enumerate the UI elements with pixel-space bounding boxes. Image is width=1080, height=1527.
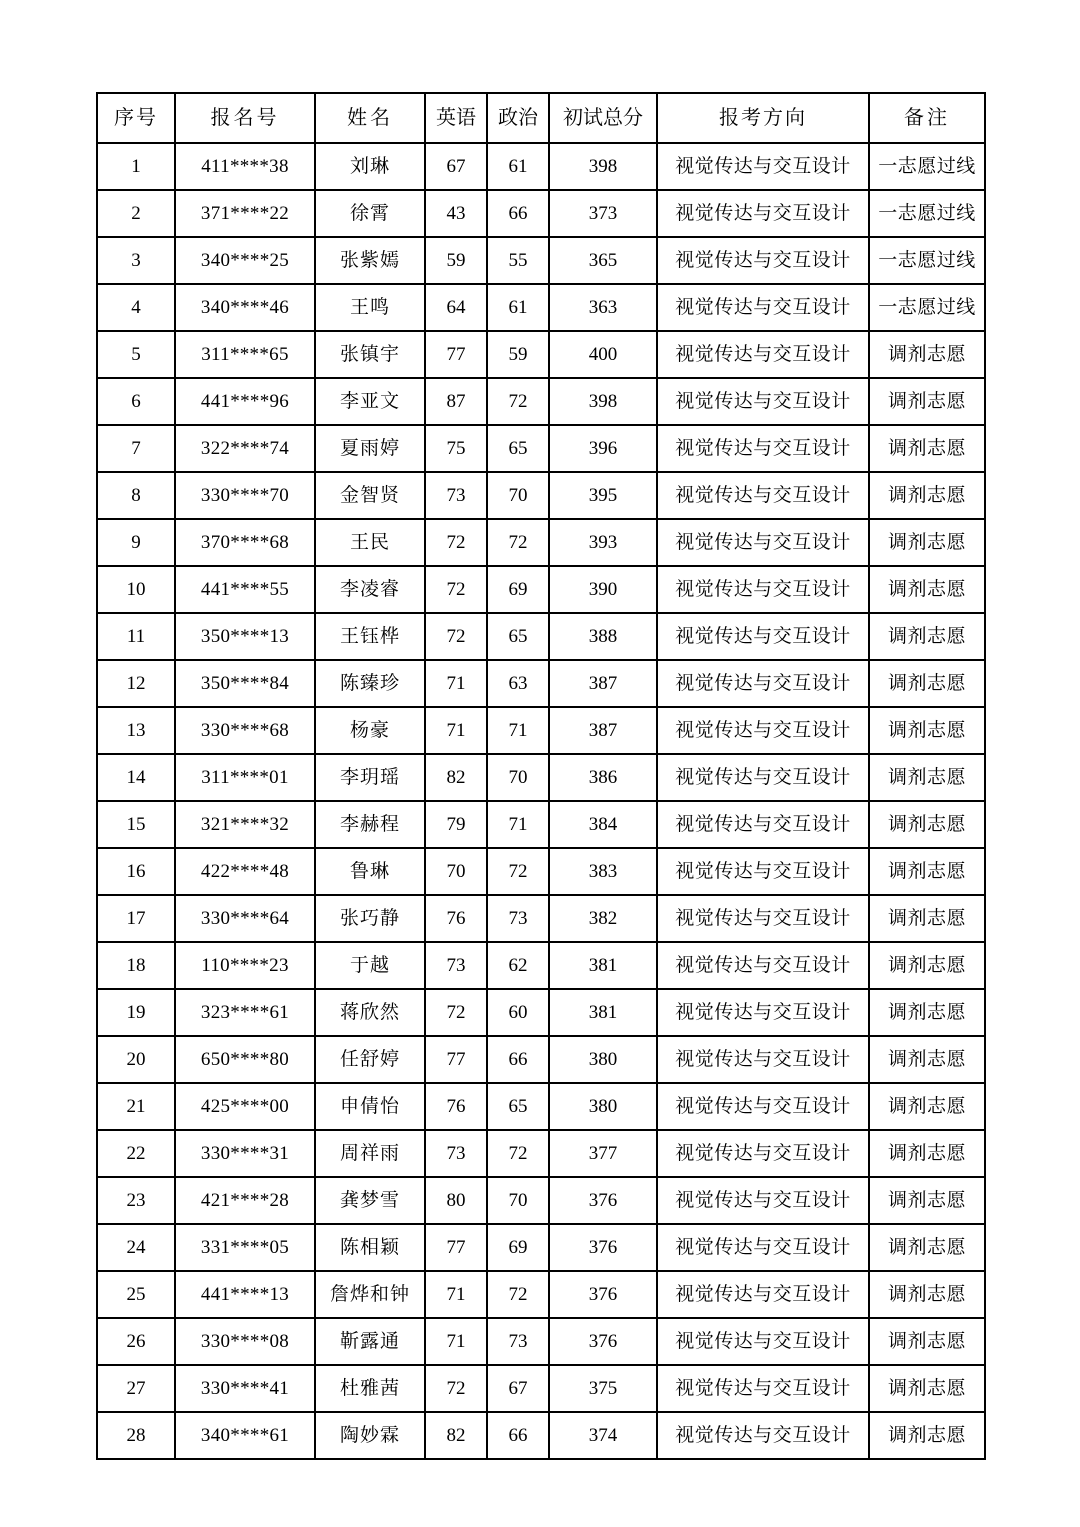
cell-index: 2 xyxy=(97,190,175,237)
cell-index: 26 xyxy=(97,1318,175,1365)
cell-english-score: 67 xyxy=(425,143,487,190)
cell-total-score: 388 xyxy=(549,613,657,660)
cell-politics-score: 65 xyxy=(487,613,549,660)
cell-english-score: 77 xyxy=(425,331,487,378)
table-row xyxy=(97,1365,985,1412)
cell-total-score: 390 xyxy=(549,566,657,613)
cell-registration-number: 441****13 xyxy=(175,1271,315,1318)
cell-politics-score: 65 xyxy=(487,1083,549,1130)
cell-total-score: 384 xyxy=(549,801,657,848)
cell-index: 13 xyxy=(97,707,175,754)
cell-name: 夏雨婷 xyxy=(315,425,425,472)
cell-name: 杜雅茜 xyxy=(315,1365,425,1412)
cell-index: 16 xyxy=(97,848,175,895)
admission-score-table xyxy=(96,92,986,1460)
cell-politics-score: 61 xyxy=(487,143,549,190)
cell-direction: 视觉传达与交互设计 xyxy=(657,1224,869,1271)
cell-politics-score: 60 xyxy=(487,989,549,1036)
cell-english-score: 70 xyxy=(425,848,487,895)
cell-english-score: 64 xyxy=(425,284,487,331)
cell-name: 于越 xyxy=(315,942,425,989)
cell-registration-number: 330****41 xyxy=(175,1365,315,1412)
cell-name: 陈相颖 xyxy=(315,1224,425,1271)
cell-note: 调剂志愿 xyxy=(869,566,985,613)
cell-english-score: 82 xyxy=(425,754,487,801)
cell-index: 6 xyxy=(97,378,175,425)
cell-direction: 视觉传达与交互设计 xyxy=(657,190,869,237)
cell-direction: 视觉传达与交互设计 xyxy=(657,848,869,895)
cell-name: 周祥雨 xyxy=(315,1130,425,1177)
cell-name: 金智贤 xyxy=(315,472,425,519)
cell-registration-number: 311****01 xyxy=(175,754,315,801)
cell-name: 李亚文 xyxy=(315,378,425,425)
cell-direction: 视觉传达与交互设计 xyxy=(657,237,869,284)
table-row xyxy=(97,519,985,566)
cell-total-score: 380 xyxy=(549,1036,657,1083)
cell-index: 4 xyxy=(97,284,175,331)
cell-name: 蒋欣然 xyxy=(315,989,425,1036)
cell-direction: 视觉传达与交互设计 xyxy=(657,1177,869,1224)
cell-note: 调剂志愿 xyxy=(869,1130,985,1177)
cell-index: 22 xyxy=(97,1130,175,1177)
table-body xyxy=(97,143,985,1459)
table-row xyxy=(97,1177,985,1224)
cell-index: 5 xyxy=(97,331,175,378)
cell-note: 一志愿过线 xyxy=(869,284,985,331)
cell-index: 17 xyxy=(97,895,175,942)
cell-note: 调剂志愿 xyxy=(869,1224,985,1271)
cell-name: 张镇宇 xyxy=(315,331,425,378)
cell-index: 12 xyxy=(97,660,175,707)
cell-index: 15 xyxy=(97,801,175,848)
cell-politics-score: 73 xyxy=(487,1318,549,1365)
table-row xyxy=(97,143,985,190)
table-row xyxy=(97,895,985,942)
cell-direction: 视觉传达与交互设计 xyxy=(657,754,869,801)
cell-direction: 视觉传达与交互设计 xyxy=(657,1412,869,1459)
cell-registration-number: 441****96 xyxy=(175,378,315,425)
table-row xyxy=(97,1083,985,1130)
cell-english-score: 79 xyxy=(425,801,487,848)
cell-politics-score: 66 xyxy=(487,1036,549,1083)
cell-note: 调剂志愿 xyxy=(869,1177,985,1224)
cell-direction: 视觉传达与交互设计 xyxy=(657,895,869,942)
cell-note: 调剂志愿 xyxy=(869,331,985,378)
table-row xyxy=(97,425,985,472)
table-row xyxy=(97,472,985,519)
cell-direction: 视觉传达与交互设计 xyxy=(657,284,869,331)
cell-note: 调剂志愿 xyxy=(869,801,985,848)
cell-total-score: 395 xyxy=(549,472,657,519)
table-row xyxy=(97,566,985,613)
cell-politics-score: 62 xyxy=(487,942,549,989)
cell-note: 调剂志愿 xyxy=(869,754,985,801)
table-row xyxy=(97,848,985,895)
column-header-politics: 政治 xyxy=(487,93,549,143)
cell-registration-number: 340****61 xyxy=(175,1412,315,1459)
cell-politics-score: 69 xyxy=(487,1224,549,1271)
cell-name: 鲁琳 xyxy=(315,848,425,895)
table-row xyxy=(97,1271,985,1318)
cell-name: 靳露通 xyxy=(315,1318,425,1365)
cell-total-score: 377 xyxy=(549,1130,657,1177)
cell-politics-score: 73 xyxy=(487,895,549,942)
cell-note: 调剂志愿 xyxy=(869,660,985,707)
cell-direction: 视觉传达与交互设计 xyxy=(657,425,869,472)
cell-english-score: 73 xyxy=(425,472,487,519)
cell-note: 调剂志愿 xyxy=(869,707,985,754)
cell-total-score: 365 xyxy=(549,237,657,284)
cell-note: 调剂志愿 xyxy=(869,848,985,895)
cell-name: 王钰桦 xyxy=(315,613,425,660)
cell-politics-score: 70 xyxy=(487,472,549,519)
cell-registration-number: 331****05 xyxy=(175,1224,315,1271)
cell-total-score: 376 xyxy=(549,1177,657,1224)
cell-total-score: 373 xyxy=(549,190,657,237)
cell-name: 任舒婷 xyxy=(315,1036,425,1083)
table-row xyxy=(97,942,985,989)
cell-total-score: 396 xyxy=(549,425,657,472)
cell-english-score: 72 xyxy=(425,519,487,566)
cell-registration-number: 350****13 xyxy=(175,613,315,660)
cell-politics-score: 66 xyxy=(487,1412,549,1459)
cell-total-score: 376 xyxy=(549,1271,657,1318)
cell-politics-score: 65 xyxy=(487,425,549,472)
cell-index: 9 xyxy=(97,519,175,566)
cell-direction: 视觉传达与交互设计 xyxy=(657,660,869,707)
cell-index: 24 xyxy=(97,1224,175,1271)
table-row xyxy=(97,660,985,707)
table-row xyxy=(97,754,985,801)
cell-total-score: 376 xyxy=(549,1224,657,1271)
cell-note: 调剂志愿 xyxy=(869,1083,985,1130)
cell-total-score: 387 xyxy=(549,660,657,707)
cell-direction: 视觉传达与交互设计 xyxy=(657,989,869,1036)
cell-total-score: 400 xyxy=(549,331,657,378)
cell-english-score: 71 xyxy=(425,1318,487,1365)
cell-note: 调剂志愿 xyxy=(869,1412,985,1459)
cell-direction: 视觉传达与交互设计 xyxy=(657,613,869,660)
cell-total-score: 386 xyxy=(549,754,657,801)
cell-index: 19 xyxy=(97,989,175,1036)
cell-note: 调剂志愿 xyxy=(869,895,985,942)
cell-total-score: 393 xyxy=(549,519,657,566)
table-row xyxy=(97,378,985,425)
cell-total-score: 375 xyxy=(549,1365,657,1412)
cell-politics-score: 72 xyxy=(487,1130,549,1177)
cell-direction: 视觉传达与交互设计 xyxy=(657,519,869,566)
column-header-registration-number: 报名号 xyxy=(175,93,315,143)
cell-index: 8 xyxy=(97,472,175,519)
cell-index: 14 xyxy=(97,754,175,801)
cell-politics-score: 66 xyxy=(487,190,549,237)
cell-english-score: 76 xyxy=(425,895,487,942)
cell-direction: 视觉传达与交互设计 xyxy=(657,1083,869,1130)
cell-index: 23 xyxy=(97,1177,175,1224)
cell-registration-number: 340****46 xyxy=(175,284,315,331)
table-row xyxy=(97,707,985,754)
cell-total-score: 380 xyxy=(549,1083,657,1130)
cell-english-score: 59 xyxy=(425,237,487,284)
cell-note: 调剂志愿 xyxy=(869,472,985,519)
cell-index: 7 xyxy=(97,425,175,472)
cell-english-score: 87 xyxy=(425,378,487,425)
column-header-direction: 报考方向 xyxy=(657,93,869,143)
table-row xyxy=(97,237,985,284)
cell-politics-score: 63 xyxy=(487,660,549,707)
cell-english-score: 77 xyxy=(425,1224,487,1271)
table-row xyxy=(97,1224,985,1271)
cell-politics-score: 55 xyxy=(487,237,549,284)
cell-note: 调剂志愿 xyxy=(869,942,985,989)
cell-name: 陶妙霖 xyxy=(315,1412,425,1459)
table-row xyxy=(97,1318,985,1365)
cell-registration-number: 330****31 xyxy=(175,1130,315,1177)
cell-name: 龚梦雪 xyxy=(315,1177,425,1224)
cell-name: 徐霄 xyxy=(315,190,425,237)
column-header-name: 姓名 xyxy=(315,93,425,143)
cell-name: 李玥瑶 xyxy=(315,754,425,801)
cell-direction: 视觉传达与交互设计 xyxy=(657,1036,869,1083)
cell-name: 张巧静 xyxy=(315,895,425,942)
cell-english-score: 71 xyxy=(425,660,487,707)
cell-name: 李凌睿 xyxy=(315,566,425,613)
cell-registration-number: 422****48 xyxy=(175,848,315,895)
cell-registration-number: 311****65 xyxy=(175,331,315,378)
cell-english-score: 77 xyxy=(425,1036,487,1083)
cell-index: 25 xyxy=(97,1271,175,1318)
cell-index: 28 xyxy=(97,1412,175,1459)
cell-english-score: 72 xyxy=(425,613,487,660)
cell-index: 21 xyxy=(97,1083,175,1130)
cell-registration-number: 330****08 xyxy=(175,1318,315,1365)
cell-registration-number: 330****70 xyxy=(175,472,315,519)
cell-registration-number: 425****00 xyxy=(175,1083,315,1130)
cell-direction: 视觉传达与交互设计 xyxy=(657,1365,869,1412)
cell-english-score: 71 xyxy=(425,1271,487,1318)
cell-name: 申倩怡 xyxy=(315,1083,425,1130)
cell-direction: 视觉传达与交互设计 xyxy=(657,378,869,425)
cell-note: 调剂志愿 xyxy=(869,519,985,566)
cell-registration-number: 371****22 xyxy=(175,190,315,237)
cell-registration-number: 340****25 xyxy=(175,237,315,284)
cell-registration-number: 411****38 xyxy=(175,143,315,190)
cell-name: 陈臻珍 xyxy=(315,660,425,707)
column-header-total-score: 初试总分 xyxy=(549,93,657,143)
cell-note: 一志愿过线 xyxy=(869,237,985,284)
cell-direction: 视觉传达与交互设计 xyxy=(657,566,869,613)
cell-registration-number: 321****32 xyxy=(175,801,315,848)
cell-name: 王鸣 xyxy=(315,284,425,331)
cell-english-score: 80 xyxy=(425,1177,487,1224)
cell-registration-number: 330****68 xyxy=(175,707,315,754)
cell-note: 调剂志愿 xyxy=(869,1271,985,1318)
cell-index: 18 xyxy=(97,942,175,989)
cell-politics-score: 71 xyxy=(487,801,549,848)
cell-note: 调剂志愿 xyxy=(869,1036,985,1083)
cell-politics-score: 70 xyxy=(487,1177,549,1224)
cell-index: 3 xyxy=(97,237,175,284)
cell-english-score: 72 xyxy=(425,566,487,613)
cell-note: 调剂志愿 xyxy=(869,1318,985,1365)
table-row xyxy=(97,613,985,660)
cell-total-score: 398 xyxy=(549,143,657,190)
cell-name: 李赫程 xyxy=(315,801,425,848)
cell-registration-number: 323****61 xyxy=(175,989,315,1036)
cell-name: 杨豪 xyxy=(315,707,425,754)
cell-index: 20 xyxy=(97,1036,175,1083)
cell-note: 调剂志愿 xyxy=(869,989,985,1036)
cell-direction: 视觉传达与交互设计 xyxy=(657,707,869,754)
table-row xyxy=(97,190,985,237)
cell-english-score: 76 xyxy=(425,1083,487,1130)
cell-name: 张紫嫣 xyxy=(315,237,425,284)
cell-index: 10 xyxy=(97,566,175,613)
table-row xyxy=(97,284,985,331)
cell-index: 27 xyxy=(97,1365,175,1412)
table-header-row xyxy=(97,93,985,143)
cell-direction: 视觉传达与交互设计 xyxy=(657,143,869,190)
cell-politics-score: 61 xyxy=(487,284,549,331)
cell-politics-score: 69 xyxy=(487,566,549,613)
cell-politics-score: 72 xyxy=(487,378,549,425)
cell-total-score: 374 xyxy=(549,1412,657,1459)
cell-english-score: 71 xyxy=(425,707,487,754)
cell-name: 王民 xyxy=(315,519,425,566)
cell-total-score: 398 xyxy=(549,378,657,425)
cell-politics-score: 72 xyxy=(487,848,549,895)
cell-total-score: 363 xyxy=(549,284,657,331)
cell-note: 一志愿过线 xyxy=(869,190,985,237)
cell-english-score: 72 xyxy=(425,1365,487,1412)
cell-registration-number: 421****28 xyxy=(175,1177,315,1224)
cell-politics-score: 72 xyxy=(487,1271,549,1318)
cell-english-score: 75 xyxy=(425,425,487,472)
cell-total-score: 382 xyxy=(549,895,657,942)
cell-direction: 视觉传达与交互设计 xyxy=(657,1318,869,1365)
table-row xyxy=(97,989,985,1036)
column-header-note: 备注 xyxy=(869,93,985,143)
cell-direction: 视觉传达与交互设计 xyxy=(657,801,869,848)
cell-registration-number: 322****74 xyxy=(175,425,315,472)
cell-note: 调剂志愿 xyxy=(869,1365,985,1412)
cell-registration-number: 650****80 xyxy=(175,1036,315,1083)
cell-note: 调剂志愿 xyxy=(869,425,985,472)
table-row xyxy=(97,801,985,848)
cell-politics-score: 67 xyxy=(487,1365,549,1412)
cell-name: 詹烨和钟 xyxy=(315,1271,425,1318)
cell-registration-number: 370****68 xyxy=(175,519,315,566)
table-row xyxy=(97,1130,985,1177)
table-row xyxy=(97,1412,985,1459)
cell-note: 调剂志愿 xyxy=(869,613,985,660)
column-header-index: 序号 xyxy=(97,93,175,143)
cell-note: 调剂志愿 xyxy=(869,378,985,425)
cell-english-score: 43 xyxy=(425,190,487,237)
cell-english-score: 73 xyxy=(425,942,487,989)
cell-total-score: 376 xyxy=(549,1318,657,1365)
cell-english-score: 82 xyxy=(425,1412,487,1459)
cell-politics-score: 71 xyxy=(487,707,549,754)
cell-english-score: 73 xyxy=(425,1130,487,1177)
cell-total-score: 381 xyxy=(549,989,657,1036)
cell-registration-number: 110****23 xyxy=(175,942,315,989)
cell-direction: 视觉传达与交互设计 xyxy=(657,1271,869,1318)
cell-direction: 视觉传达与交互设计 xyxy=(657,472,869,519)
cell-note: 一志愿过线 xyxy=(869,143,985,190)
cell-direction: 视觉传达与交互设计 xyxy=(657,942,869,989)
cell-total-score: 383 xyxy=(549,848,657,895)
cell-politics-score: 72 xyxy=(487,519,549,566)
table-row xyxy=(97,1036,985,1083)
cell-name: 刘琳 xyxy=(315,143,425,190)
cell-total-score: 381 xyxy=(549,942,657,989)
cell-total-score: 387 xyxy=(549,707,657,754)
cell-politics-score: 59 xyxy=(487,331,549,378)
cell-politics-score: 70 xyxy=(487,754,549,801)
table-row xyxy=(97,331,985,378)
cell-registration-number: 330****64 xyxy=(175,895,315,942)
cell-direction: 视觉传达与交互设计 xyxy=(657,1130,869,1177)
cell-index: 11 xyxy=(97,613,175,660)
cell-direction: 视觉传达与交互设计 xyxy=(657,331,869,378)
cell-registration-number: 350****84 xyxy=(175,660,315,707)
cell-index: 1 xyxy=(97,143,175,190)
cell-english-score: 72 xyxy=(425,989,487,1036)
cell-registration-number: 441****55 xyxy=(175,566,315,613)
column-header-english: 英语 xyxy=(425,93,487,143)
